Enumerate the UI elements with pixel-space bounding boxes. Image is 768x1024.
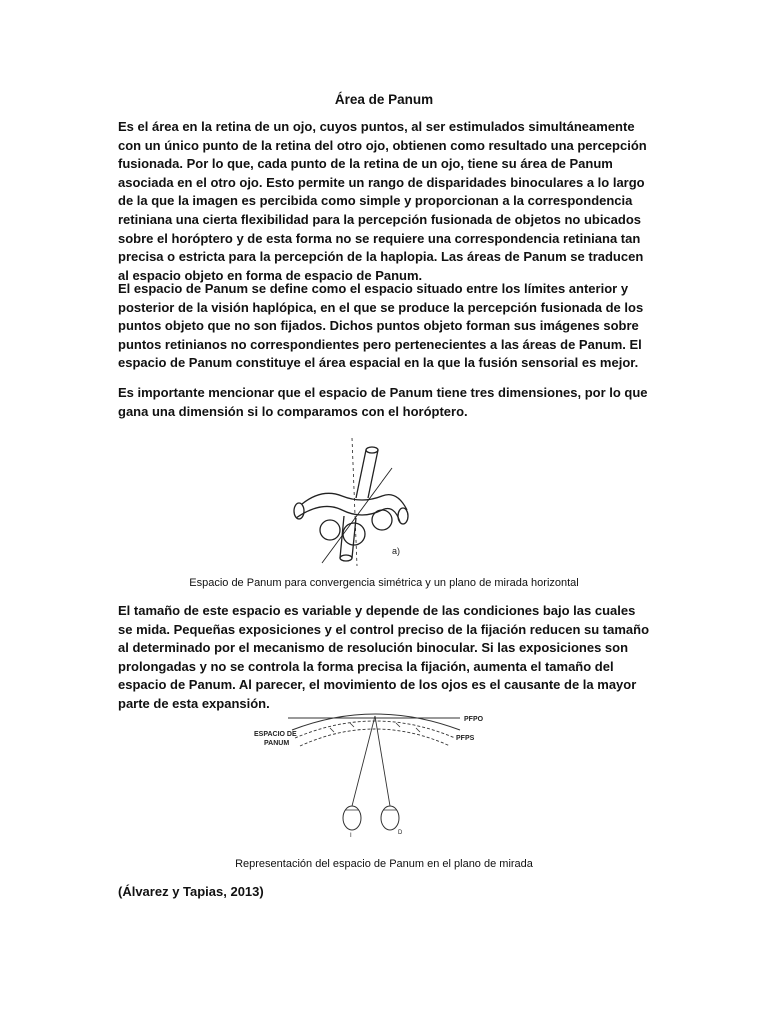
paragraph-1: Es el área en la retina de un ojo, cuyos puntos, al ser estimulados simultáneamente con un único punto de la retina del otro ojo, obtienen como resultado una percepción fusionada. Por lo que, cada punto de la retina de un ojo, tiene su área de Panum asociada en el otro ojo. Esto permite un rango de disparidades binoculares a lo largo de la que la imagen es percibida como simple y proporcionan a la correspondencia retiniana una cierta flexibilidad para la percepción fusionada de objetos no ubicados sobre el horóptero y de esta forma no se requiere una correspondencia retiniana tan precisa o estricta para la percepción de la haplopia. Las áreas de Panum se traducen al espacio objeto en forma de espacio de Panum. — [118, 119, 647, 283]
page-title: Área de Panum — [334, 92, 434, 107]
figure-panum-3d — [282, 438, 432, 568]
figure-panum-3d-drawing — [294, 438, 408, 566]
label-espacio-line1: ESPACIO DE — [254, 731, 297, 738]
label-espacio-line2: PANUM — [264, 740, 290, 747]
label-pfpo: PFPO — [464, 716, 484, 723]
paragraph-4: El tamaño de este espacio es variable y depende de las condiciones bajo las cuales se mida. Pequeñas exposiciones y el control preciso de la fijación reducen su tamaño al determinado por el mecanismo de resolución binocular. Si las exposiciones son prolongadas y no se controla la forma precisa la fijación, aumenta el tamaño del espacio de Panum. Al parecer, el movimiento de los ojos es el causante de la mayor parte de esta expansión. — [118, 603, 650, 711]
label-eye-left: I — [350, 833, 352, 839]
label-pfps: PFPS — [456, 735, 475, 742]
figure-panum-plane — [250, 706, 510, 842]
paragraph-2: El espacio de Panum se define como el espacio situado entre los límites anterior y posterior de la visión haplópica, en el que se produce la percepción fusionada de los puntos objeto que no son fijados. Dichos puntos objeto forman sus imágenes sobre puntos retinianos no correspondientes pero pertenecientes a las áreas de Panum. El espacio de Panum constituye el área espacial en la que la fusión sensorial es mejor. — [118, 281, 644, 371]
figure1-label: a) — [392, 546, 401, 556]
label-eye-right: D — [398, 830, 403, 836]
paragraph-3: Es importante mencionar que el espacio de Panum tiene tres dimensiones, por lo que gana una dimensión si lo comparamos con el horóptero. — [118, 385, 648, 419]
figure2-caption: Representación del espacio de Panum en el plano de mirada — [235, 858, 533, 870]
citation: (Álvarez y Tapias, 2013) — [118, 884, 264, 899]
figure1-caption: Espacio de Panum para convergencia simétrica y un plano de mirada horizontal — [189, 577, 579, 589]
figure-panum-plane-drawing — [288, 714, 460, 830]
